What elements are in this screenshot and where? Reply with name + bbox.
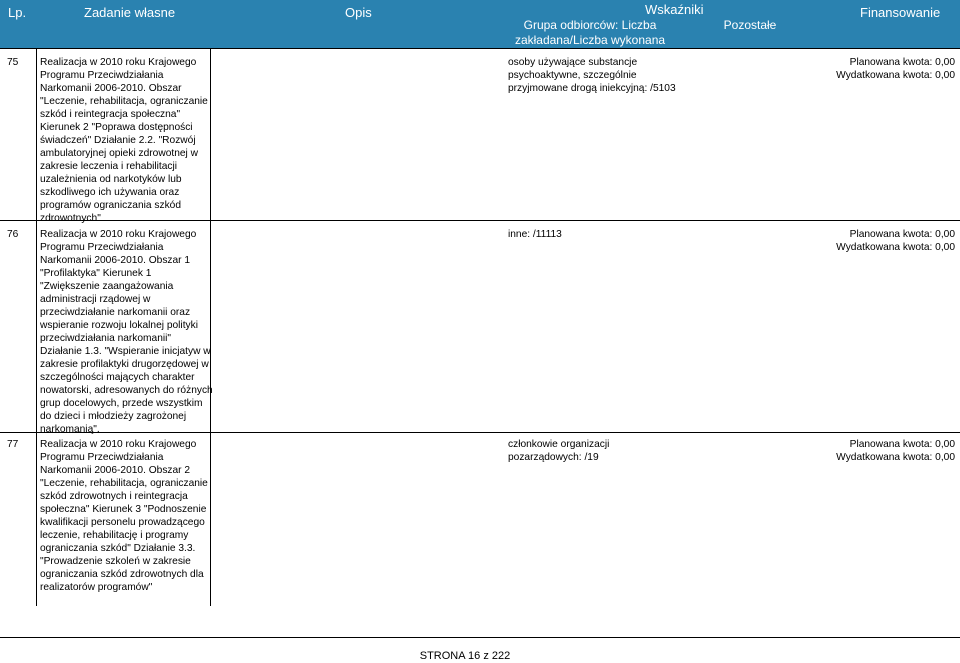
planowana-kwota: Planowana kwota: 0,00 [849, 229, 955, 240]
zadanie-line: świadczeń" Działanie 2.2. "Rozwój [40, 135, 196, 146]
zadanie-line: Programu Przeciwdziałania [40, 242, 164, 253]
row-number: 75 [7, 57, 19, 68]
header-zadanie: Zadanie własne [84, 5, 176, 20]
zadanie-line: szkód i reintegracja społeczna" [40, 109, 181, 120]
zadanie-line: administracji rządowej w [40, 294, 151, 305]
column-divider-lp [36, 48, 37, 606]
zadanie-line: realizatorów programów" [40, 582, 153, 593]
row-divider-75 [0, 220, 960, 221]
zadanie-line: Programu Przeciwdziałania [40, 70, 164, 81]
row-number: 77 [7, 439, 19, 450]
zadanie-line: programów ograniczania szkód [40, 200, 181, 211]
grupa-line: przyjmowane drogą iniekcyjną: /5103 [508, 83, 676, 94]
page-footer [0, 649, 960, 663]
zadanie-line: "Leczenie, rehabilitacja, ograniczanie [40, 96, 208, 107]
zadanie-line: do dzieci i młodzieży zagrożonej [40, 411, 187, 422]
zadanie-line: szczególności mających charakter [40, 372, 195, 383]
zadanie-line: "Zwiększenie zaangażowania [40, 281, 174, 292]
planowana-kwota: Planowana kwota: 0,00 [849, 57, 955, 68]
zadanie-line: Narkomanii 2006-2010. Obszar 2 [40, 465, 191, 476]
wydatkowana-kwota: Wydatkowana kwota: 0,00 [836, 70, 955, 81]
zadanie-line: nowatorski, adresowanych do różnych [40, 385, 213, 396]
zadanie-line: Działanie 1.3. "Wspieranie inicjatyw w [40, 346, 211, 357]
row-number: 76 [7, 229, 19, 240]
zadanie-line: grup docelowych, przede wszystkim [40, 398, 203, 409]
grupa-line: inne: /11113 [508, 229, 562, 240]
zadanie-line: Narkomanii 2006-2010. Obszar [40, 83, 182, 94]
grupa-line: osoby używające substancje [508, 57, 638, 68]
zadanie-line: zdrowotnych" [40, 213, 101, 224]
zadanie-line: leczenie, rehabilitację i programy [40, 530, 189, 541]
zadanie-line: "Profilaktyka" Kierunek 1 [40, 268, 152, 279]
zadanie-line: wspieranie rozwoju lokalnej polityki [40, 320, 198, 331]
zadanie-line: Programu Przeciwdziałania [40, 452, 164, 463]
row-divider-bottom [0, 637, 960, 638]
header-grupa-line2: zakładana/Liczba wykonana [514, 33, 666, 47]
zadanie-line: narkomanią". [40, 424, 100, 435]
row-divider-top [0, 48, 960, 49]
header-lp: Lp. [8, 5, 27, 20]
zadanie-line: kwalifikacji personelu prowadzącego [40, 517, 205, 528]
header-finansowanie: Finansowanie [860, 5, 941, 20]
header-wskazniki: Wskaźniki [645, 2, 704, 17]
zadanie-line: Narkomanii 2006-2010. Obszar 1 [40, 255, 191, 266]
header-opis: Opis [345, 5, 372, 20]
grupa-line: pozarządowych: /19 [508, 452, 599, 463]
zadanie-line: Realizacja w 2010 roku Krajowego [40, 439, 197, 450]
planowana-kwota: Planowana kwota: 0,00 [849, 439, 955, 450]
wydatkowana-kwota: Wydatkowana kwota: 0,00 [836, 452, 955, 463]
zadanie-line: "Leczenie, rehabilitacja, ograniczanie [40, 478, 208, 489]
zadanie-line: Kierunek 2 "Poprawa dostępności [40, 122, 193, 133]
zadanie-line: przeciwdziałanie narkomanii oraz [40, 307, 191, 318]
wydatkowana-kwota: Wydatkowana kwota: 0,00 [836, 242, 955, 253]
zadanie-line: szkodliwego ich używania oraz [40, 187, 180, 198]
column-divider-zadanie [210, 48, 211, 606]
zadanie-line: przeciwdziałania narkomanii" [40, 333, 172, 344]
zadanie-line: szkód zdrowotnych i reintegracja [40, 491, 188, 502]
row-divider-76 [0, 432, 960, 433]
zadanie-line: Realizacja w 2010 roku Krajowego [40, 57, 197, 68]
page-number: STRONA 16 z 222 [419, 650, 511, 662]
header-grupa-line1: Grupa odbiorców: Liczba [523, 18, 657, 32]
table-header [0, 0, 960, 48]
zadanie-line: społeczna" Kierunek 3 "Podnoszenie [40, 504, 207, 515]
zadanie-line: ograniczania szkód zdrowotnych dla [40, 569, 204, 580]
header-pozostale: Pozostałe [723, 18, 777, 32]
zadanie-line: uzależnienia od narkotyków lub [40, 174, 182, 185]
zadanie-line: zakresie leczenia i rehabilitacji [40, 161, 178, 172]
zadanie-line: ograniczania szkód" Działanie 3.3. [40, 543, 196, 554]
grupa-line: członkowie organizacji [508, 439, 610, 450]
zadanie-line: "Prowadzenie szkoleń w zakresie [40, 556, 191, 567]
zadanie-line: zakresie profilaktyki drugorzędowej w [40, 359, 209, 370]
zadanie-line: Realizacja w 2010 roku Krajowego [40, 229, 197, 240]
grupa-line: psychoaktywne, szczególnie [508, 70, 637, 81]
zadanie-line: ambulatoryjnej opieki zdrowotnej w [40, 148, 198, 159]
